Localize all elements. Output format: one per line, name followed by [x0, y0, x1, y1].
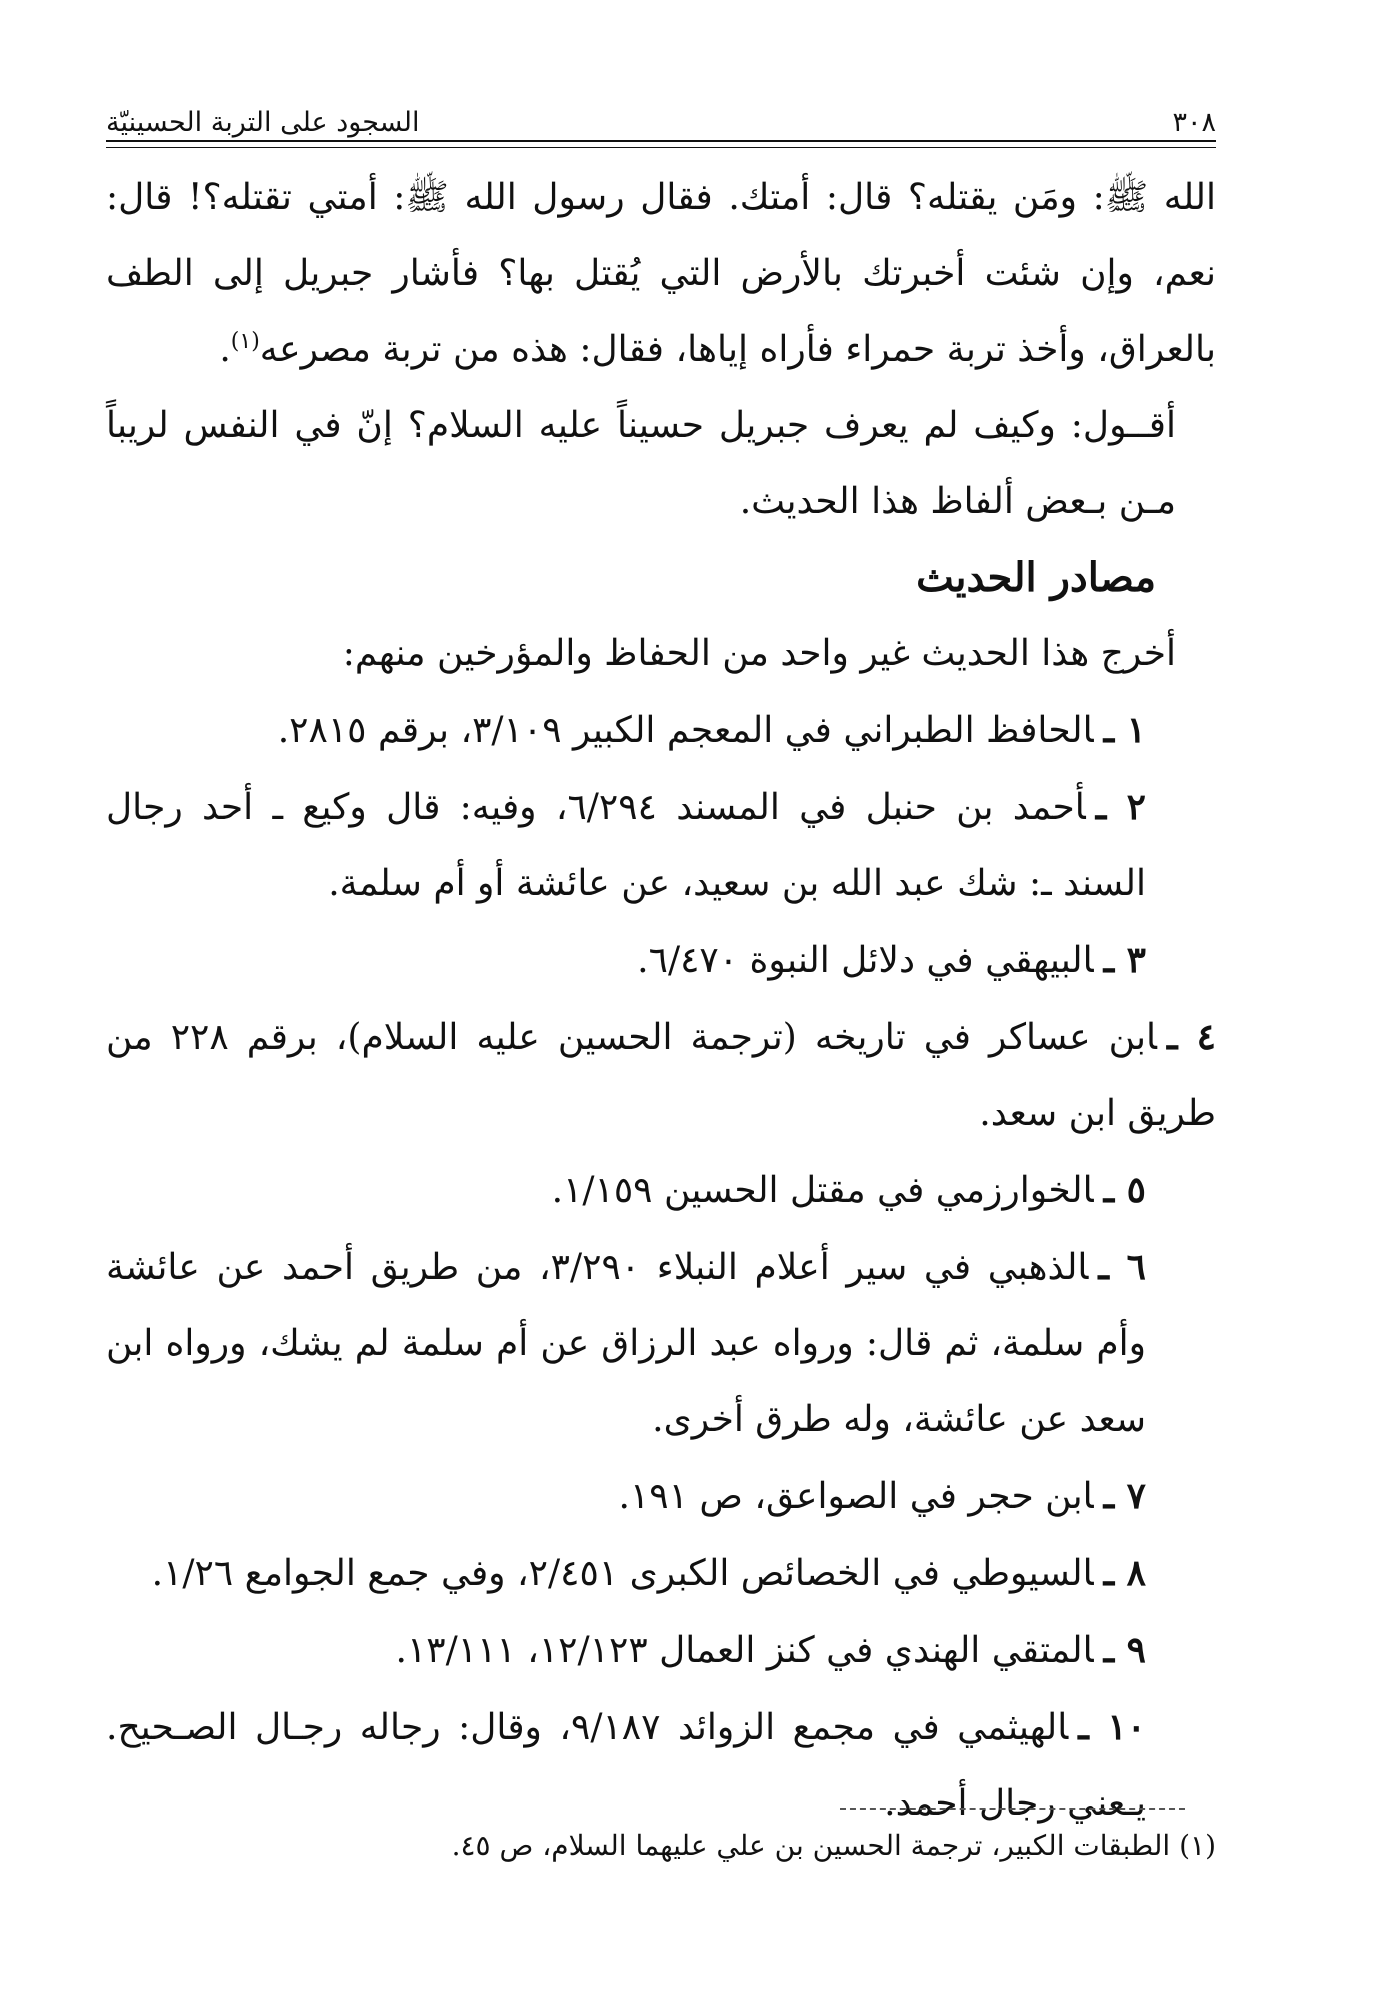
header-rule	[106, 140, 1216, 142]
list-item: ٨ ـالسيوطي في الخصائص الكبرى ٢/٤٥١، وفي جمع الجوامع ١/٢٦.	[151, 1552, 1146, 1594]
page-number: ٣٠٨	[1172, 107, 1216, 138]
main-text	[106, 160, 1216, 1842]
footnote-reference[interactable]: (١)	[230, 329, 260, 354]
list-item: ٥ ـالخوارزمي في مقتل الحسين ١/١٥٩.	[551, 1169, 1146, 1211]
intro-paragraph: أخرج هذا الحديث غير واحد من الحفاظ والمؤرخين منهم:	[342, 633, 1176, 674]
list-item: ٣ ـالبيهقي في دلائل النبوة ٦/٤٧٠.	[637, 939, 1146, 981]
list-item: ٩ ـالمتقي الهندي في كنز العمال ١٢/١٢٣، ١٣/١١١.	[395, 1629, 1146, 1671]
list-item: ١ ـالحافظ الطبراني في المعجم الكبير ٣/١٠٩، برقم ٢٨١٥.	[277, 709, 1146, 751]
list-item: ٧ ـابن حجر في الصواعق، ص ١٩١.	[618, 1475, 1146, 1517]
list-item: ٤ ـابن عساكر في تاريخه (ترجمة الحسين عليه السلام)، برقم ٢٢٨ من طريق ابن سعد.	[106, 1016, 1216, 1134]
header-rule-thin	[106, 147, 1216, 148]
running-title: السجود على التربة الحسينيّة	[106, 107, 420, 138]
list-item: ٦ ـالذهبي في سير أعلام النبلاء ٣/٢٩٠، من طريق أحمد عن عائشة وأم سلمة، ثم قال: ورواه عبد الرزاق عن أم سلمة لم يشك، ورواه ابن سعد عن عائشة، وله طرق أخرى.	[106, 1246, 1146, 1440]
section-heading: مصادر الحديث	[916, 554, 1156, 601]
footnote-divider	[840, 1808, 1185, 1810]
footnote: (١) الطبقات الكبير، ترجمة الحسين بن علي عليهما السلام، ص ٤٥.	[451, 1829, 1216, 1862]
list-item: ٢ ـأحمد بن حنبل في المسند ٦/٢٩٤، وفيه: قال وكيع ـ أحد رجال السند ـ: شك عبد الله بن سعيد، عن عائشة أو أم سلمة.	[106, 786, 1146, 904]
page-header	[106, 92, 1216, 138]
paragraph: أقــول: وكيف لم يعرف جبريل حسيناً عليه السلام؟ إنّ في النفس لريباً مـن بـعض ألفاظ هذا الحديث.	[106, 405, 1176, 522]
paragraph: الله ﷺ: ومَن يقتله؟ قال: أمتك. فقال رسول الله ﷺ: أمتي تقتله؟! قال: نعم، وإن شئت أخبرتك بالأرض التي يُقتل بها؟ فأشار جبريل إلى الطف بالعراق، وأخذ تربة حمراء فأراه إياها، فقال: هذه من تربة مصرعه$^{(١)}$.	[106, 177, 1216, 370]
list-item: ١٠ ـالهيثمي في مجمع الزوائد ٩/١٨٧، وقال: رجاله رجـال الصـحيح. يـعني رجال أحمد.	[106, 1706, 1146, 1824]
